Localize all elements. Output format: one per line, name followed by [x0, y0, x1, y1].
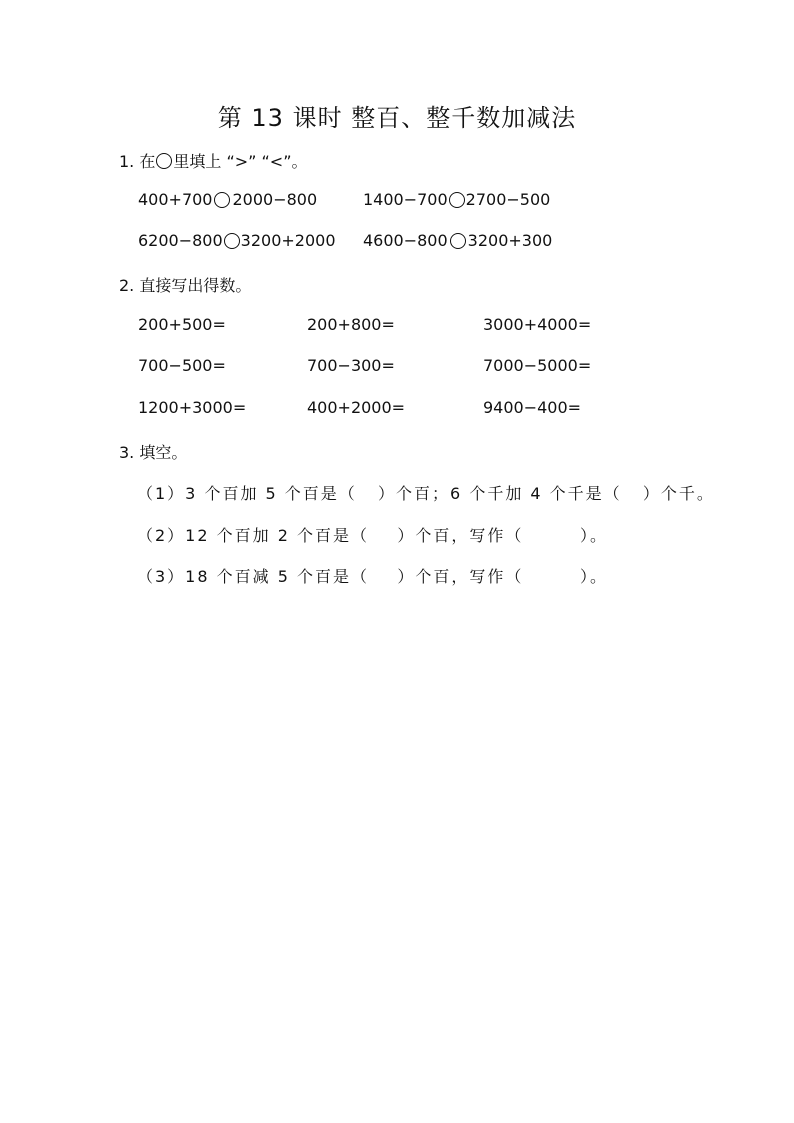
fill-blank-line: （2）12 个百加 2 个百是（ ）个百，写作（ ）。 — [137, 526, 609, 545]
question-1-prefix: 1. 在 — [119, 152, 156, 171]
comparison-left: 400+700 — [138, 190, 213, 209]
arithmetic-item: 200+500= — [138, 315, 226, 334]
question-1-title — [119, 149, 308, 172]
comparison-right: 2700−500 — [465, 190, 551, 209]
comparison-circle[interactable] — [449, 192, 465, 208]
comparison-right: 2000−800 — [232, 190, 318, 209]
arithmetic-item: 200+800= — [307, 315, 395, 334]
comparison-item — [138, 231, 336, 250]
page-title: 第 13 课时 整百、整千数加减法 — [217, 104, 577, 132]
arithmetic-item: 1200+3000= — [138, 398, 247, 417]
arithmetic-item: 3000+4000= — [483, 315, 592, 334]
arithmetic-item: 400+2000= — [307, 398, 406, 417]
comparison-right: 3200+2000 — [240, 231, 336, 250]
question-2-title: 2. 直接写出得数。 — [119, 276, 252, 295]
comparison-right: 3200+300 — [467, 231, 553, 250]
comparison-circle[interactable] — [214, 192, 230, 208]
comparison-item — [138, 190, 317, 209]
question-1-suffix: 里填上 “>” “<”。 — [173, 152, 308, 171]
fill-blank-line: （3）18 个百减 5 个百是（ ）个百，写作（ ）。 — [137, 567, 609, 586]
arithmetic-item: 700−300= — [307, 356, 395, 375]
comparison-left: 6200−800 — [138, 231, 223, 250]
comparison-left: 4600−800 — [363, 231, 448, 250]
arithmetic-item: 9400−400= — [483, 398, 582, 417]
comparison-item — [363, 231, 552, 250]
question-3-title: 3. 填空。 — [119, 443, 188, 462]
comparison-item — [363, 190, 550, 209]
arithmetic-item: 700−500= — [138, 356, 226, 375]
comparison-circle[interactable] — [450, 233, 466, 249]
arithmetic-item: 7000−5000= — [483, 356, 592, 375]
fill-blank-line: （1）3 个百加 5 个百是（ ）个百；6 个千加 4 个千是（ ）个千。 — [137, 484, 715, 503]
comparison-left: 1400−700 — [363, 190, 448, 209]
circle-icon — [156, 153, 172, 169]
comparison-circle[interactable] — [224, 233, 240, 249]
